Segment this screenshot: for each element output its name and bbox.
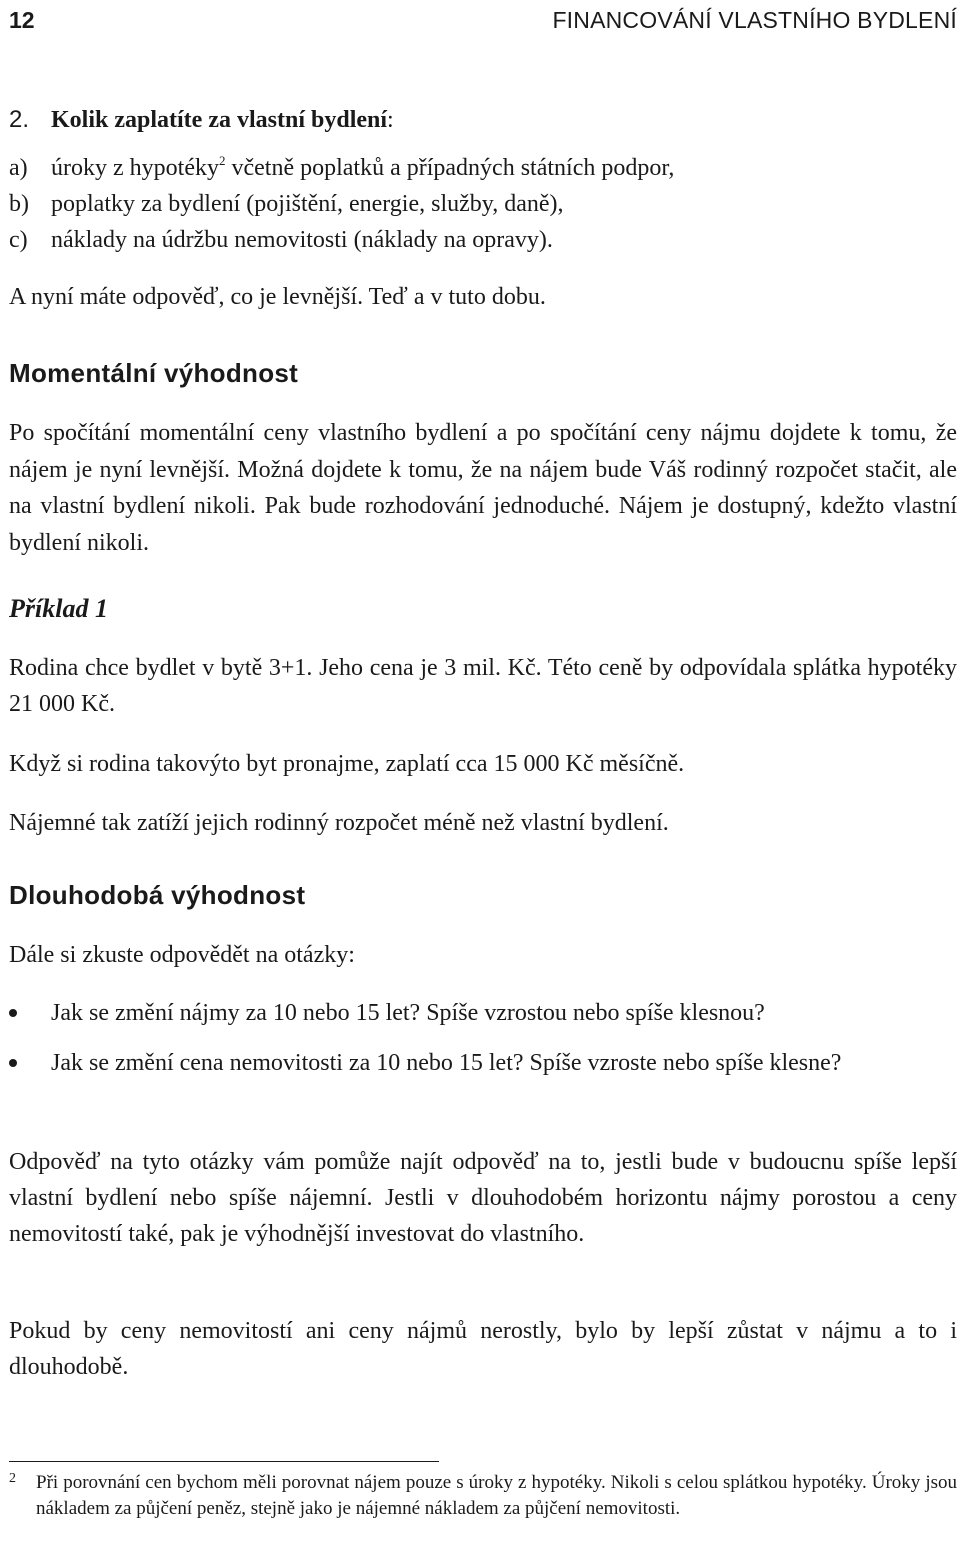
intro-paragraph: Dále si zkuste odpovědět na otázky: [9,942,355,968]
list-item-label: b) [9,191,29,217]
bullet-icon [9,1059,17,1067]
cost-items-list [9,150,957,258]
bullet-icon [9,1009,17,1017]
section-heading-momentalni: Momentální výhodnost [9,358,299,388]
list-item-label: c) [9,227,28,253]
list-item-text: úroky z hypotéky [51,155,219,181]
list-item-label: a) [9,155,28,181]
list-item [9,150,957,186]
example-paragraph-1: Rodina chce bydlet v bytě 3+1. Jeho cena je 3 mil. Kč. Této ceně by odpovídala splátka hypotéky 21 000 Kč. [9,655,957,717]
list-item [9,1045,957,1081]
list-item [9,995,957,1031]
question-title: Kolik zaplatíte za vlastní bydlení [51,107,388,133]
footnote [9,1470,957,1522]
footnote-text: Při porovnání cen bychom měli porovnat nájem pouze s úroky z hypotéky. Nikoli s celou splátkou hypotéky. Úroky jsou nákladem za půjčení peněz, stejně jako je nájemné nákladem za půjčení nemovitosti. [36,1472,957,1519]
list-item-text: včetně poplatků a případných státních podpor, [225,155,675,181]
question-title-suffix: : [387,107,394,133]
example-paragraph-3: Nájemné tak zatíží jejich rodinný rozpočet méně než vlastní bydlení. [9,810,669,836]
list-item-text: náklady na údržbu nemovitosti (náklady na opravy). [51,227,553,253]
answer-paragraph: A nyní máte odpověď, co je levnější. Teď a v tuto dobu. [9,284,546,310]
question-heading [9,102,957,138]
bullet-text: Jak se změní nájmy za 10 nebo 15 let? Spíše vzrostou nebo spíše klesnou? [51,1000,765,1026]
question-number: 2. [9,106,30,133]
running-title: FINANCOVÁNÍ VLASTNÍHO BYDLENÍ [552,7,957,33]
footnote-mark: 2 [9,1471,16,1486]
example-paragraph-2: Když si rodina takovýto byt pronajme, zaplatí cca 15 000 Kč měsíčně. [9,751,685,777]
questions-list [9,995,957,1095]
example-heading: Příklad 1 [9,594,108,623]
list-item-text: poplatky za bydlení (pojištění, energie, služby, daně), [51,191,564,217]
footnote-reference[interactable]: 2 [218,153,226,168]
list-item [9,186,957,222]
paragraph-momentalni: Po spočítání momentální ceny vlastního bydlení a po spočítání ceny nájmu dojdete k tomu, že nájem je nyní levnější. Možná dojdete k tomu, že na nájem bude Váš rodinný rozpočet stačit, ale na vlastní bydlení nikoli. Pak bude rozhodování jednoduché. Nájem je dostupný, kdežto vlastní bydlení nikoli. [9,420,957,556]
list-item [9,222,957,258]
footnote-divider [9,1461,439,1462]
paragraph-odpoved: Odpověď na tyto otázky vám pomůže najít odpověď na to, jestli bude v budoucnu spíše lepší vlastní bydlení nebo spíše nájemní. Jestli v dlouhodobém horizontu nájmy porostou a ceny nemovitostí také, pak je výhodnější investovat do vlastního. [9,1149,957,1247]
bullet-text: Jak se změní cena nemovitosti za 10 nebo 15 let? Spíše vzroste nebo spíše klesne? [51,1050,842,1076]
paragraph-pokud: Pokud by ceny nemovitostí ani ceny nájmů nerostly, bylo by lepší zůstat v nájmu a to i dlouhodobě. [9,1318,957,1380]
section-heading-dlouhodoba: Dlouhodobá výhodnost [9,880,306,910]
page-number: 12 [9,7,35,33]
